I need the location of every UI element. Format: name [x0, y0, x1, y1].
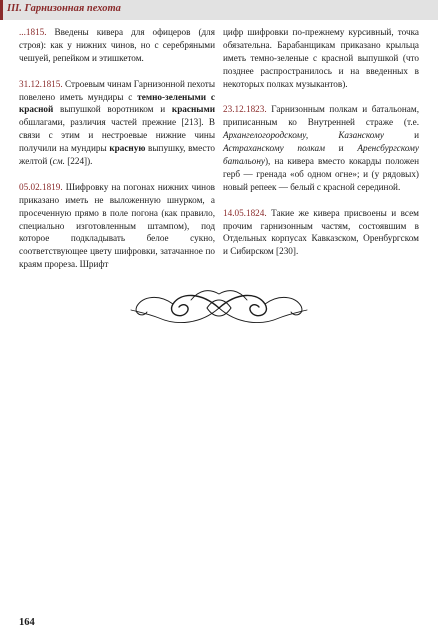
entry-text: Строевым чинам Гарнизонной пехоты повелено иметь мундиры с [19, 78, 215, 102]
entry-1815 [19, 26, 215, 65]
entry-text: ), на кивера вместо кокарды положен герб — гренада «об одном огне»; и (у рядовых) новый репеек — белый с красной серединой. [223, 156, 419, 192]
entry-23-12-1823 [223, 103, 419, 193]
entry-italic-text: Астраханскому полкам [223, 143, 325, 154]
entry-date: 23.12.1823. [223, 104, 267, 115]
entry-italic-text: Архангелогородскому, Казанскому [223, 130, 384, 141]
left-column [19, 26, 215, 284]
flourish-ornament [129, 286, 309, 330]
entry-bold-text: красную [109, 143, 146, 154]
page-number: 164 [19, 617, 35, 628]
entry-italic-text: см. [52, 156, 65, 167]
header-title: III. Гарнизонная пехота [7, 3, 121, 14]
entry-date: ...1815. [19, 27, 47, 37]
entry-31-12-1815 [19, 78, 215, 168]
header-accent-mark [0, 0, 3, 20]
entry-text: и [383, 130, 419, 141]
entry-text: Гарнизонным полкам и батальонам, приписанным ко Внутренней страже (т.е. [223, 104, 419, 128]
entry-text: обшлагами, различия частей прежние [213]. В связи с этим и нестроевые нижние чины получили на мундиры [19, 117, 215, 154]
entry-text: Такие же кивера присвоены и всем прочим гарнизонным частям, состоявшим в Отдельных корпусах Кавказском, Оренбургском и Сибирском [230]. [223, 207, 419, 257]
entry-text: и [324, 143, 358, 154]
entry-italic-text: Аренсбургскому батальону [223, 143, 420, 167]
entry-text: [224]). [64, 156, 93, 167]
entry-continuation [223, 26, 419, 91]
entry-date: 14.05.1824. [223, 207, 267, 218]
entry-text: выпушку, вместо желтой ( [19, 143, 215, 167]
entry-bold-text: темно-зелеными с красной [19, 91, 215, 115]
entry-text: выпушкой воротником и [53, 104, 172, 115]
entry-text: Шифровку на погонах нижних чинов приказано иметь не выложенную шнурком, а просеченную прямо в поле погона (как правило, специально изготовленным штампом), под которое подкладывать белое сукно, соответствующее цвету шифровки, затачанное по краям прореза. Шрифт [19, 181, 215, 270]
entry-date: 05.02.1819. [19, 181, 63, 192]
entry-bold-text: красными [171, 104, 215, 115]
right-column [223, 26, 419, 271]
entry-date: 31.12.1815. [19, 78, 63, 89]
running-header [0, 0, 438, 20]
entry-text: Введены кивера для офицеров (для строя): как у нижних чинов, но с серебряными чешуей, репейком и этишкетом. [19, 27, 215, 63]
entry-05-02-1819 [19, 181, 215, 271]
entry-text: цифр шифровки по-прежнему курсивный, точка обязательна. Барабанщикам приказано крыльца иметь темно-зеленые с красной выпушкой (что позднее распространилось и на введенных в некоторых полках музыкантов). [223, 27, 419, 89]
entry-14-05-1824 [223, 207, 419, 259]
